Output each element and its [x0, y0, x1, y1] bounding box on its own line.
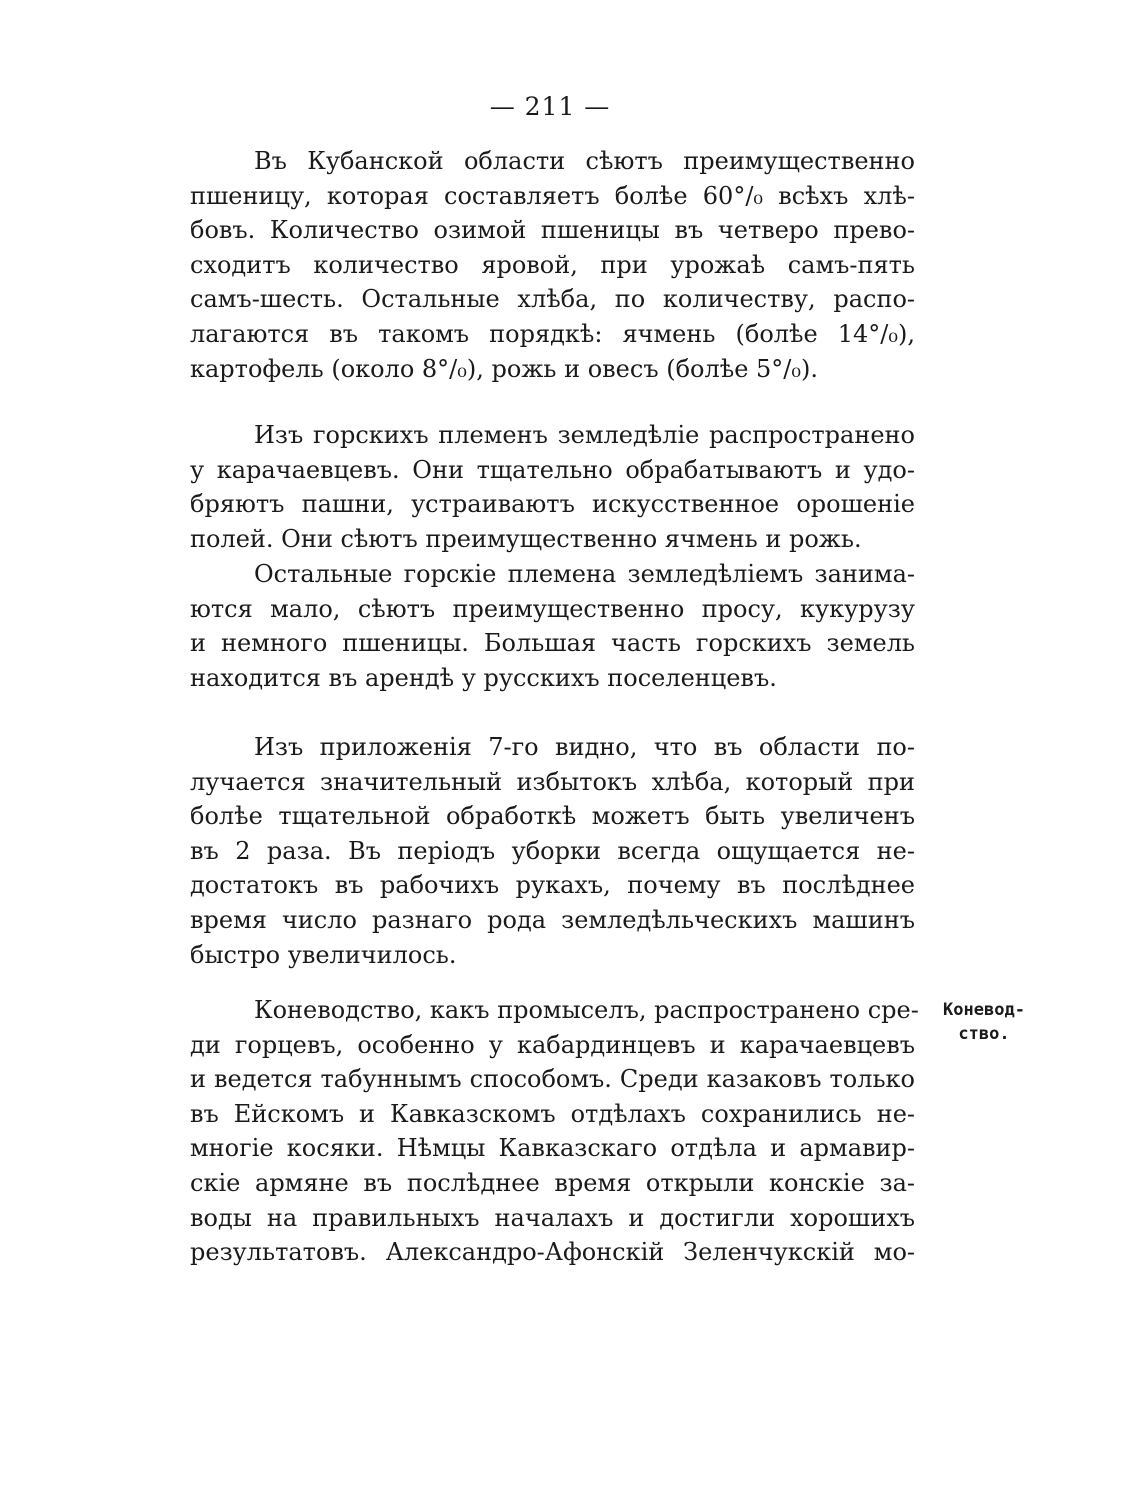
text-line: Изъ горскихъ племенъ земледѣліе распространено	[254, 421, 915, 449]
margin-note-line: Коневод-	[943, 1000, 1025, 1020]
text-line: бовъ. Количество озимой пшеницы въ четверо прево-	[190, 216, 915, 245]
text-line: результатовъ. Александро-Афонскій Зеленчукскій мо-	[190, 1238, 915, 1267]
paragraph-kuban-grains	[190, 144, 915, 386]
text-line: пшеницу, которая составляетъ болѣе 60°/₀ всѣхъ хлѣ-	[190, 181, 915, 210]
text-line: картофель (около 8°/₀), рожь и овесъ (болѣе 5°/₀).	[190, 354, 819, 383]
text-line: Изъ приложенія 7-го видно, что въ области по-	[254, 733, 915, 761]
text-line: Въ Кубанской области сѣютъ преимущественно	[254, 147, 915, 175]
text-line: многіе косяки. Нѣмцы Кавказскаго отдѣла и армавир-	[190, 1134, 915, 1163]
text-line: и немного пшеницы. Большая часть горскихъ земель	[190, 629, 915, 658]
text-line: Коневодство, какъ промыселъ, распространено сре-	[254, 996, 919, 1024]
text-line: достатокъ въ рабочихъ рукахъ, почему въ послѣднее	[190, 871, 915, 900]
text-line: воды на правильныхъ началахъ и достигли хорошихъ	[190, 1203, 915, 1232]
text-line: лучается значительный избытокъ хлѣба, который при	[190, 767, 915, 796]
text-line: время число разнаго рода земледѣльческихъ машинъ	[190, 905, 915, 934]
text-line: бряютъ пашни, устраиваютъ искусственное орошеніе	[190, 490, 915, 519]
text-line: самъ-шесть. Остальные хлѣба, по количеству, распо-	[190, 285, 915, 314]
text-line: ди горцевъ, особенно у кабардинцевъ и карачаевцевъ	[190, 1030, 915, 1059]
text-line: болѣе тщательной обработкѣ можетъ быть увеличенъ	[190, 802, 915, 831]
text-line: лагаются въ такомъ порядкѣ: ячмень (болѣе 14°/₀),	[190, 319, 915, 348]
text-line: въ 2 раза. Въ періодъ уборки всегда ощущается не-	[190, 836, 915, 865]
text-line: полей. Они сѣютъ преимущественно ячмень и рожь.	[190, 524, 862, 553]
text-line: скіе армяне въ послѣднее время открыли конскіе за-	[190, 1168, 915, 1197]
page-number: — 211 —	[489, 92, 611, 121]
paragraph-other-tribes	[190, 557, 915, 695]
text-line: у карачаевцевъ. Они тщательно обрабатываютъ и удо-	[190, 455, 915, 484]
text-line: находится въ арендѣ у русскихъ поселенцевъ.	[190, 663, 777, 692]
text-line: ются мало, сѣютъ преимущественно просу, кукурузу	[190, 594, 915, 623]
margin-note-line: ство.	[958, 1024, 1010, 1044]
text-line: и ведется табуннымъ способомъ. Среди казаковъ только	[190, 1065, 915, 1094]
paragraph-horse-breeding	[190, 993, 919, 1270]
text-line: Остальные горскіе племена земледѣліемъ занима-	[254, 560, 915, 588]
margin-note	[934, 998, 1034, 1046]
text-line: сходитъ количество яровой, при урожаѣ самъ-пять	[190, 250, 915, 279]
paragraph-mountain-tribes	[190, 418, 915, 556]
text-line: въ Ейскомъ и Кавказскомъ отдѣлахъ сохранились не-	[190, 1099, 915, 1128]
text-line: быстро увеличилось.	[190, 940, 457, 969]
paragraph-grain-surplus	[190, 730, 915, 972]
